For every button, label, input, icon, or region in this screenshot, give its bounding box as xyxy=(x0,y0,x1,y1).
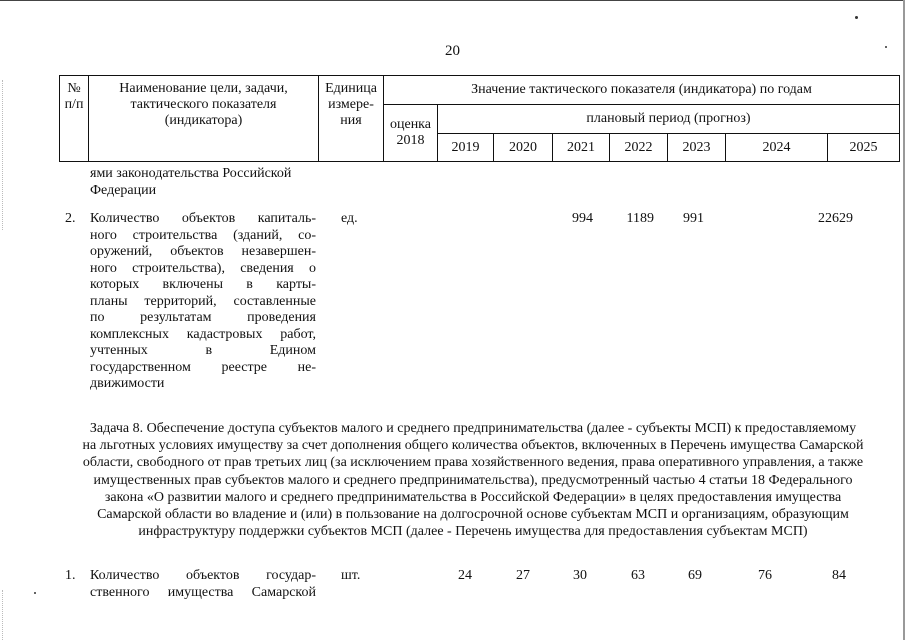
indicator-name-line: по результатам проведения xyxy=(90,310,316,325)
indicator-name-line: Количество объектов капиталь- xyxy=(90,211,316,226)
continuation-line: ями законодательства Российской xyxy=(90,166,292,181)
indicator-name-line: государственном реестре не- xyxy=(90,359,316,375)
scan-speck xyxy=(855,16,858,19)
indicator-table-header xyxy=(59,75,900,162)
header-number: № п/п xyxy=(60,76,89,162)
value-2025: 22629 xyxy=(818,211,853,226)
row-indicator-name xyxy=(90,211,316,393)
row-number: 1. xyxy=(65,568,76,583)
header-values-by-year: Значение тактического показателя (индикатора) по годам xyxy=(384,76,900,105)
indicator-name-line: движимости xyxy=(90,376,165,391)
indicator-name-line: учтенных в Едином xyxy=(90,343,316,358)
row-indicator-name xyxy=(90,568,316,601)
header-year: 2024 xyxy=(726,134,828,162)
value-2024: 76 xyxy=(758,568,772,583)
header-year: 2021 xyxy=(553,134,610,162)
value-2023: 69 xyxy=(688,568,702,583)
value-2021: 994 xyxy=(572,211,593,226)
value-2020: 27 xyxy=(516,568,530,583)
header-year: 2019 xyxy=(438,134,494,162)
header-plan-period: плановый период (прогноз) xyxy=(438,105,900,134)
header-unit: Единица измере-ния xyxy=(319,76,384,162)
row-number: 2. xyxy=(65,211,76,226)
row-unit: ед. xyxy=(341,211,358,226)
page-number: 20 xyxy=(445,43,460,59)
header-year: 2020 xyxy=(494,134,553,162)
value-2022: 63 xyxy=(631,568,645,583)
value-2019: 24 xyxy=(458,568,472,583)
header-year: 2022 xyxy=(610,134,668,162)
header-year: 2023 xyxy=(668,134,726,162)
header-estimate-2018: оценка 2018 xyxy=(384,105,438,162)
indicator-name-line: которых включены в карты- xyxy=(90,277,316,292)
continuation-line: Федерации xyxy=(90,183,157,198)
indicator-name-line: планы территорий, составленные xyxy=(90,293,316,309)
scan-dots-left-bottom xyxy=(2,590,4,640)
value-2022: 1189 xyxy=(626,211,654,226)
value-2023: 991 xyxy=(683,211,704,226)
indicator-name-line: ного строительства (зданий, со- xyxy=(90,227,316,243)
row-unit: шт. xyxy=(341,568,361,583)
value-2025: 84 xyxy=(832,568,846,583)
indicator-name-line: ственного имущества Самарской xyxy=(90,584,316,600)
page-top-edge xyxy=(0,0,905,1)
task-8-heading: Задача 8. Обеспечение доступа субъектов малого и среднего предпринимательства (далее - субъекты МСП) к предоставляемому на льготных условиях имуществу за счет дополнения общего количества объектов, включенных в Перечень имущества Самарской области, свободного от прав третьих лиц (за исключением права хозяйственного ведения, права оперативного управления, а также имущественных прав субъектов малого и среднего предпринимательства), предусмотренный частью 4 статьи 18 Федерального закона «О развитии малого и среднего предпринимательства в Российской Федерации» в целях предоставления имущества Самарской области во владение и (или) в пользование на долгосрочной основе субъектам МСП и организациям, образующим инфраструктуру поддержки субъектов МСП (далее - Перечень имущества для предоставления субъектам МСП) xyxy=(82,421,864,540)
indicator-name-line: комплексных кадастровых работ, xyxy=(90,326,316,342)
indicator-name-line: Количество объектов государ- xyxy=(90,568,316,583)
value-2021: 30 xyxy=(573,568,587,583)
header-year: 2025 xyxy=(828,134,900,162)
header-name: Наименование цели, задачи, тактического показателя (индикатора) xyxy=(89,76,319,162)
indicator-name-line: оружений, объектов незавершен- xyxy=(90,244,316,259)
scan-dots-left xyxy=(2,80,4,230)
scan-speck xyxy=(34,592,36,594)
indicator-name-line: ного строительства), сведения о xyxy=(90,260,316,276)
